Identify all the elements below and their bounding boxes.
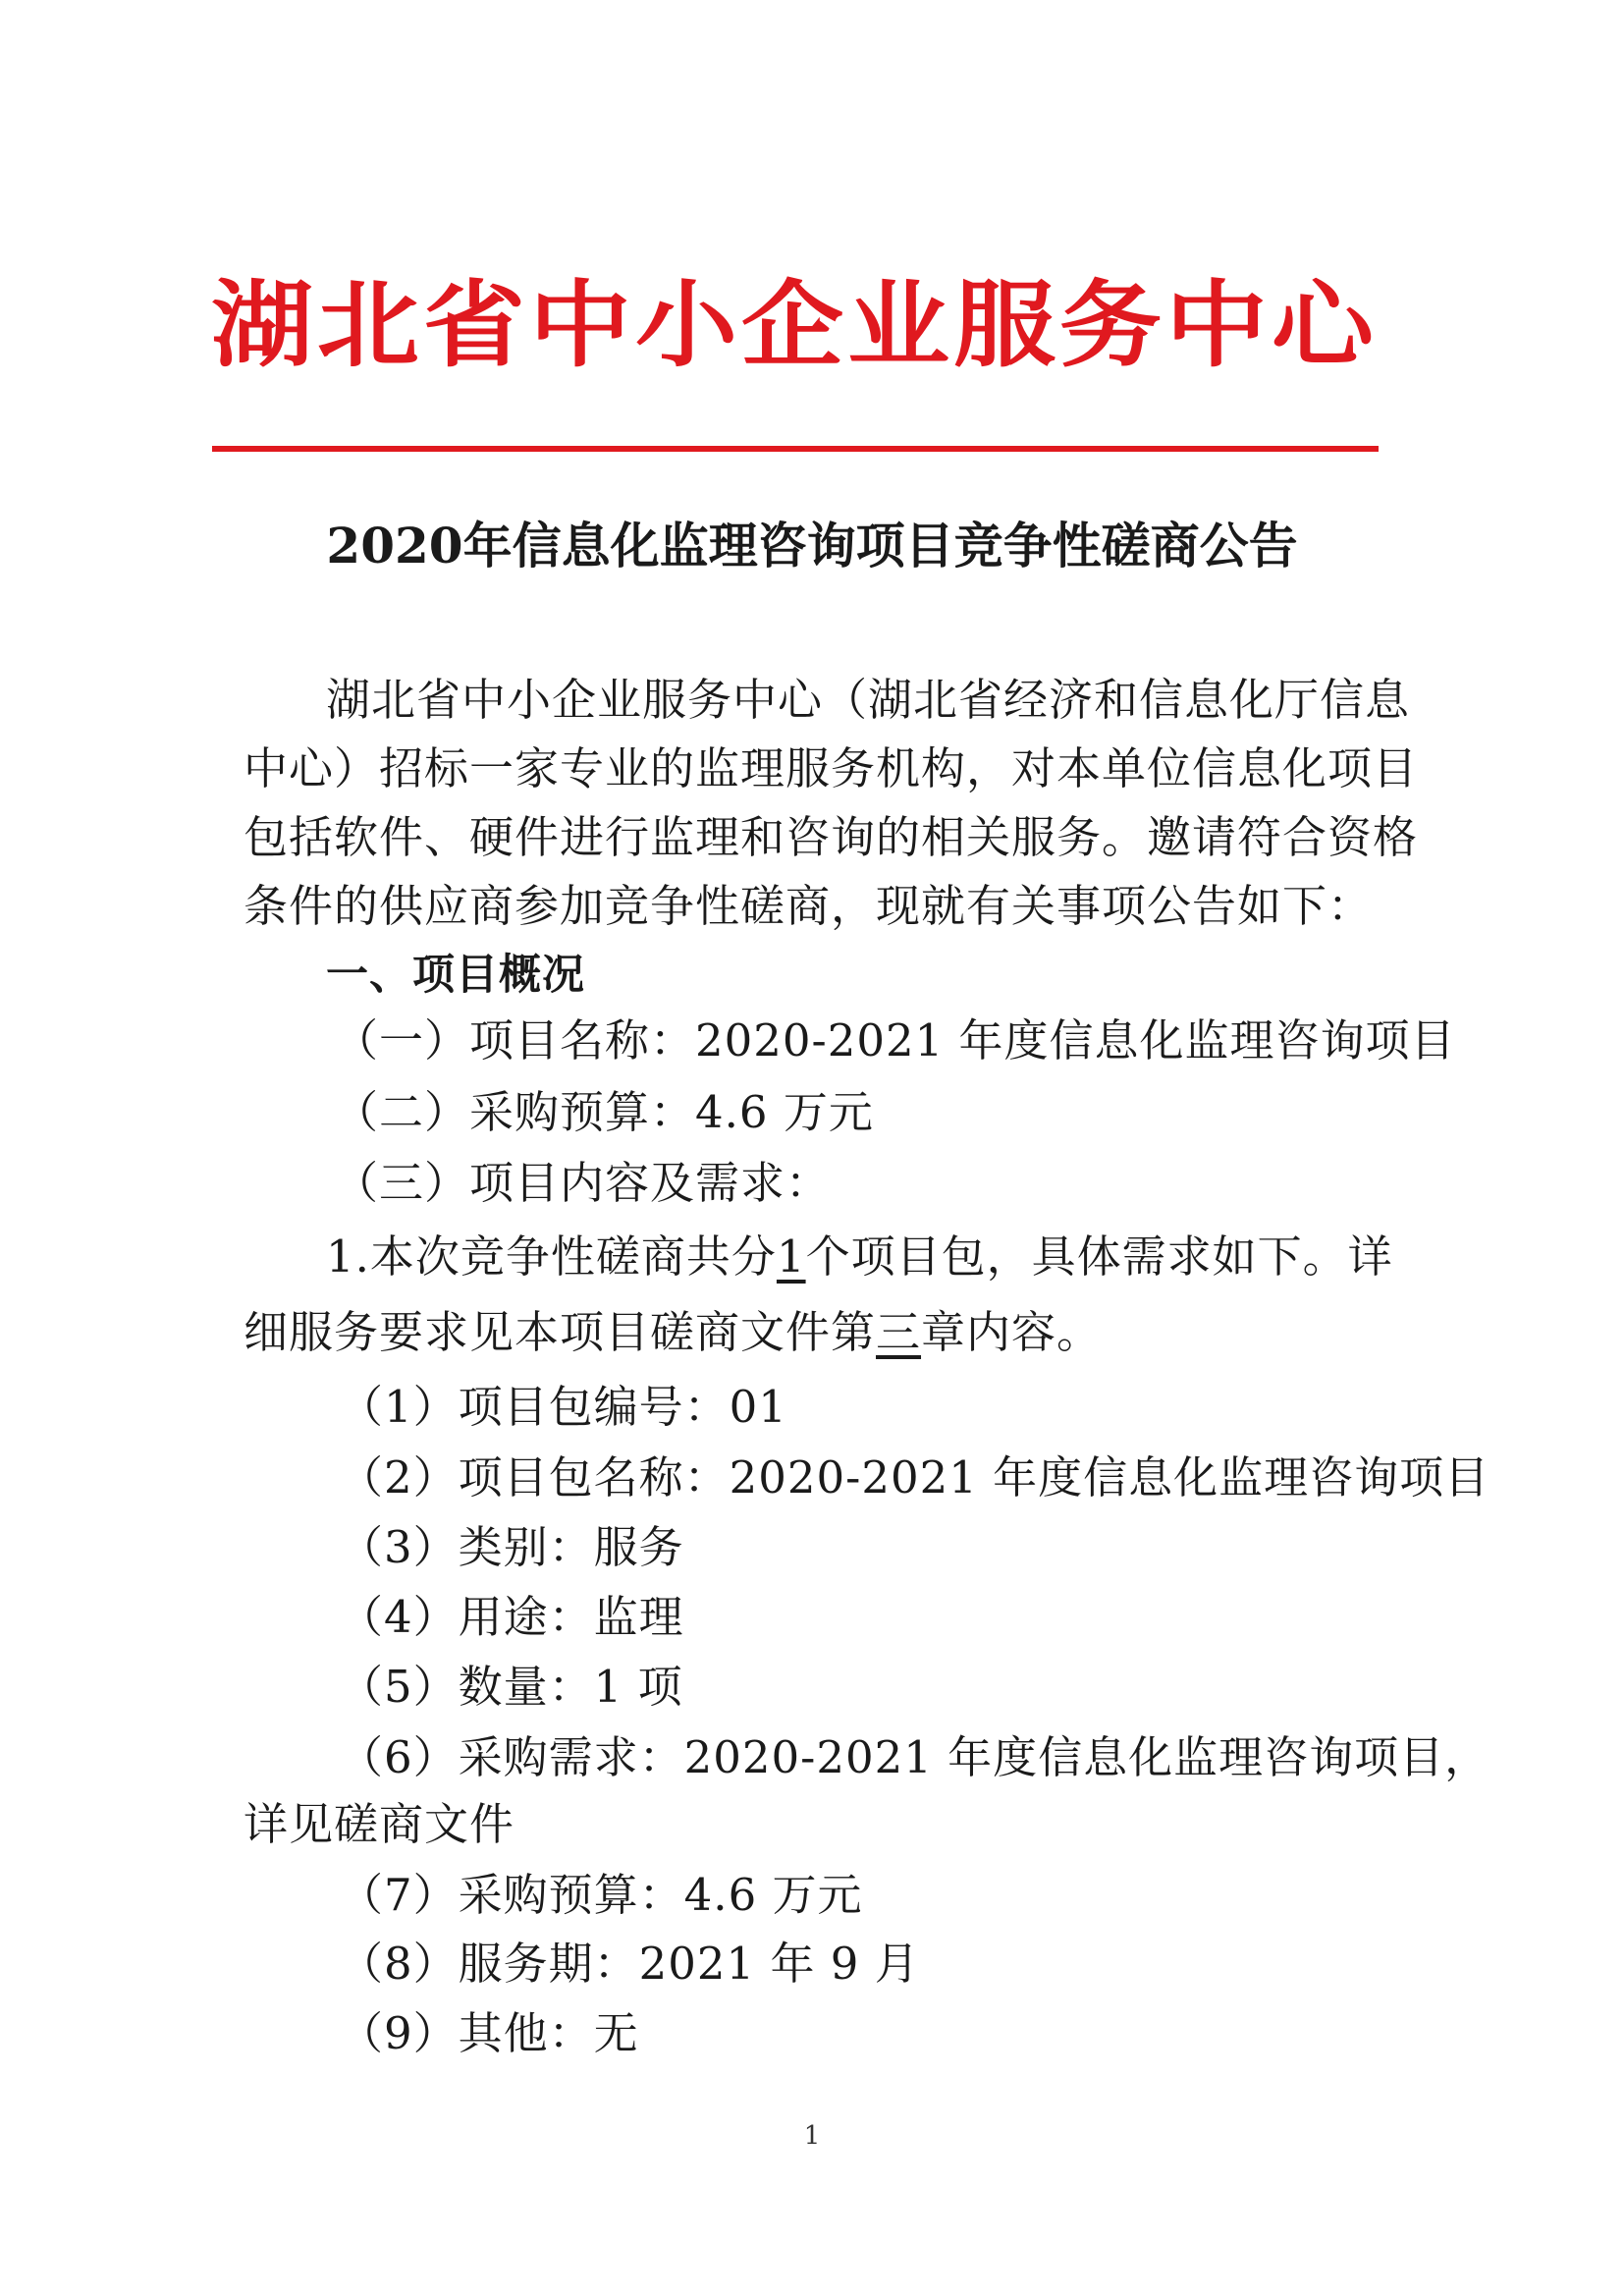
detail-usage: （4）用途：监理 bbox=[339, 1591, 684, 1643]
section-heading-project-overview: 一、项目概况 bbox=[326, 951, 585, 1000]
detail-quantity: （5）数量：1 项 bbox=[339, 1661, 683, 1713]
letterhead-red-rule bbox=[212, 446, 1379, 452]
detail-other: （9）其他：无 bbox=[339, 2007, 639, 2059]
package-paragraph-line-2-prefix: 细服务要求见本项目磋商文件第 bbox=[244, 1306, 877, 1358]
package-paragraph-suffix: 个项目包，具体需求如下。详 bbox=[805, 1230, 1393, 1283]
page-number: 1 bbox=[803, 2121, 821, 2151]
intro-line-2: 中心）招标一家专业的监理服务机构，对本单位信息化项目 bbox=[244, 742, 1419, 794]
package-paragraph-line-2 bbox=[244, 1298, 1102, 1367]
intro-line-3: 包括软件、硬件进行监理和咨询的相关服务。邀请符合资格 bbox=[244, 811, 1419, 863]
chapter-number: 三 bbox=[876, 1306, 922, 1358]
package-count: 1 bbox=[776, 1230, 806, 1283]
package-paragraph-line-2-suffix: 章内容。 bbox=[921, 1306, 1103, 1358]
overview-item-budget: （二）采购预算：4.6 万元 bbox=[334, 1086, 874, 1138]
detail-budget: （7）采购预算：4.6 万元 bbox=[339, 1869, 863, 1921]
detail-package-name: （2）项目包名称：2020-2021 年度信息化监理咨询项目 bbox=[339, 1451, 1490, 1503]
detail-service-period: （8）服务期：2021 年 9 月 bbox=[339, 1938, 920, 1990]
detail-requirement-line-2: 详见磋商文件 bbox=[244, 1798, 515, 1850]
detail-package-number: （1）项目包编号：01 bbox=[339, 1381, 787, 1433]
overview-item-content: （三）项目内容及需求： bbox=[334, 1157, 832, 1209]
overview-item-project-name: （一）项目名称：2020-2021 年度信息化监理咨询项目 bbox=[334, 1014, 1456, 1066]
detail-category: （3）类别：服务 bbox=[339, 1521, 684, 1573]
intro-line-4: 条件的供应商参加竞争性磋商，现就有关事项公告如下： bbox=[244, 880, 1374, 932]
document-title: 2020年信息化监理咨询项目竞争性磋商公告 bbox=[326, 517, 1298, 574]
detail-requirement-line-1: （6）采购需求：2020-2021 年度信息化监理咨询项目， bbox=[339, 1731, 1490, 1783]
letterhead-organization-name: 湖北省中小企业服务中心 bbox=[211, 269, 1379, 380]
package-paragraph-prefix: 1.本次竞争性磋商共分 bbox=[326, 1230, 777, 1283]
intro-line-1: 湖北省中小企业服务中心（湖北省经济和信息化厅信息 bbox=[326, 674, 1411, 726]
package-paragraph-line-1 bbox=[326, 1223, 1393, 1291]
